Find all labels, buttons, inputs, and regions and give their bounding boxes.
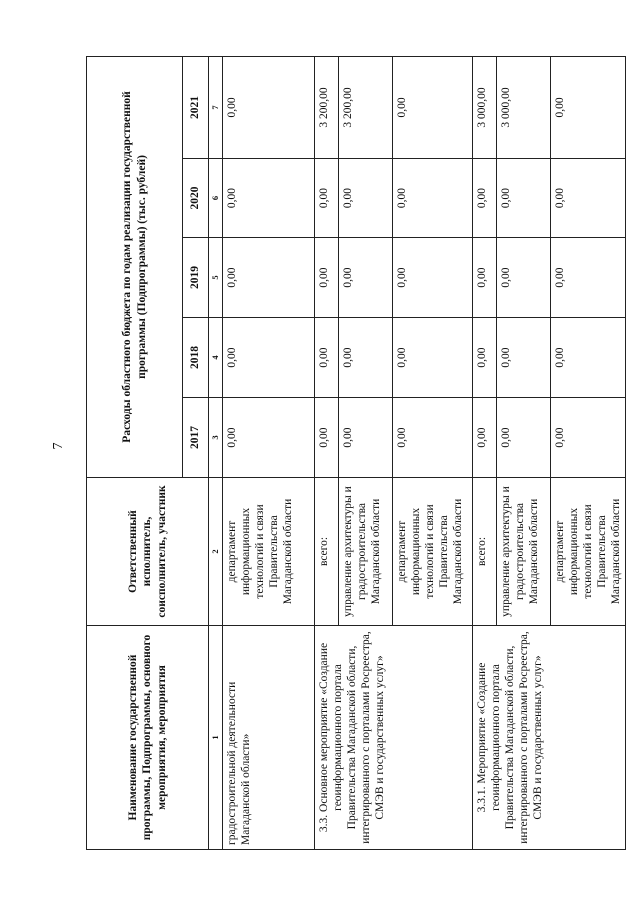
header-year: 2021	[183, 56, 209, 158]
executor-cell: управление архитектуры и градостроительства Магаданской области	[497, 478, 551, 626]
value-cell: 0,00	[473, 159, 497, 238]
value-cell: 0,00	[497, 398, 551, 478]
value-cell: 0,00	[315, 398, 339, 478]
value-cell: 0,00	[551, 398, 626, 478]
value-cell: 3 000,00	[473, 56, 497, 158]
value-cell: 0,00	[315, 238, 339, 318]
program-name-cell: 3.3.1. Мероприятие «Создание геоинформационного портала Правительства Магаданской области, интегрированного с порталами Росреестра, СМЭВ и государственных услуг»	[473, 626, 626, 850]
column-index: 5	[209, 238, 223, 318]
value-cell: 3 200,00	[339, 56, 393, 158]
value-cell: 0,00	[551, 56, 626, 158]
value-cell: 0,00	[497, 159, 551, 238]
value-cell: 0,00	[339, 318, 393, 398]
column-index: 7	[209, 56, 223, 158]
column-index: 3	[209, 398, 223, 478]
value-cell: 3 200,00	[315, 56, 339, 158]
value-cell: 0,00	[497, 238, 551, 318]
page-number: 7	[51, 442, 66, 450]
value-cell: 0,00	[393, 398, 473, 478]
value-cell: 0,00	[393, 238, 473, 318]
value-cell: 0,00	[551, 238, 626, 318]
value-cell: 0,00	[223, 238, 315, 318]
value-cell: 0,00	[473, 398, 497, 478]
value-cell: 0,00	[393, 56, 473, 158]
value-cell: 0,00	[223, 398, 315, 478]
value-cell: 3 000,00	[497, 56, 551, 158]
value-cell: 0,00	[339, 159, 393, 238]
executor-cell: департамент информационных технологий и связи Правительства Магаданской области	[551, 478, 626, 626]
value-cell: 0,00	[223, 318, 315, 398]
value-cell: 0,00	[551, 159, 626, 238]
executor-cell: управление архитектуры и градостроительства Магаданской области	[339, 478, 393, 626]
header-year: 2017	[183, 398, 209, 478]
header-budget: Расходы областного бюджета по годам реализации государственной программы (Подпрограммы) (тыс. рублей)	[87, 56, 183, 477]
value-cell: 0,00	[551, 318, 626, 398]
program-name-cell: 3.3. Основное мероприятие «Создание геоинформационного портала Правительства Магаданской области, интегрированного с порталами Росреестра, СМЭВ и государственных услуг»	[315, 626, 473, 850]
value-cell: 0,00	[315, 159, 339, 238]
budget-table	[86, 56, 626, 850]
value-cell: 0,00	[223, 159, 315, 238]
value-cell: 0,00	[339, 398, 393, 478]
column-index: 6	[209, 159, 223, 238]
executor-cell: департамент информационных технологий и связи Правительства Магаданской области	[223, 478, 315, 626]
executor-cell: всего:	[315, 478, 339, 626]
executor-cell: департамент информационных технологий и связи Правительства Магаданской области	[393, 478, 473, 626]
value-cell: 0,00	[473, 318, 497, 398]
value-cell: 0,00	[315, 318, 339, 398]
program-name-cell: градостроительной деятельности Магаданской области»	[223, 626, 315, 850]
executor-cell: всего:	[473, 478, 497, 626]
header-program-name: Наименование государственной программы, Подпрограммы, основного мероприятия, мероприятия	[87, 626, 209, 850]
value-cell: 0,00	[339, 238, 393, 318]
value-cell: 0,00	[393, 159, 473, 238]
value-cell: 0,00	[223, 56, 315, 158]
column-index: 4	[209, 318, 223, 398]
header-year: 2020	[183, 159, 209, 238]
value-cell: 0,00	[497, 318, 551, 398]
header-executor: Ответственный исполнитель, соисполнитель, участник	[87, 478, 209, 626]
column-index: 2	[209, 478, 223, 626]
header-year: 2019	[183, 238, 209, 318]
header-year: 2018	[183, 318, 209, 398]
value-cell: 0,00	[393, 318, 473, 398]
rotated-table-container	[86, 57, 623, 850]
value-cell: 0,00	[473, 238, 497, 318]
column-index: 1	[209, 626, 223, 850]
